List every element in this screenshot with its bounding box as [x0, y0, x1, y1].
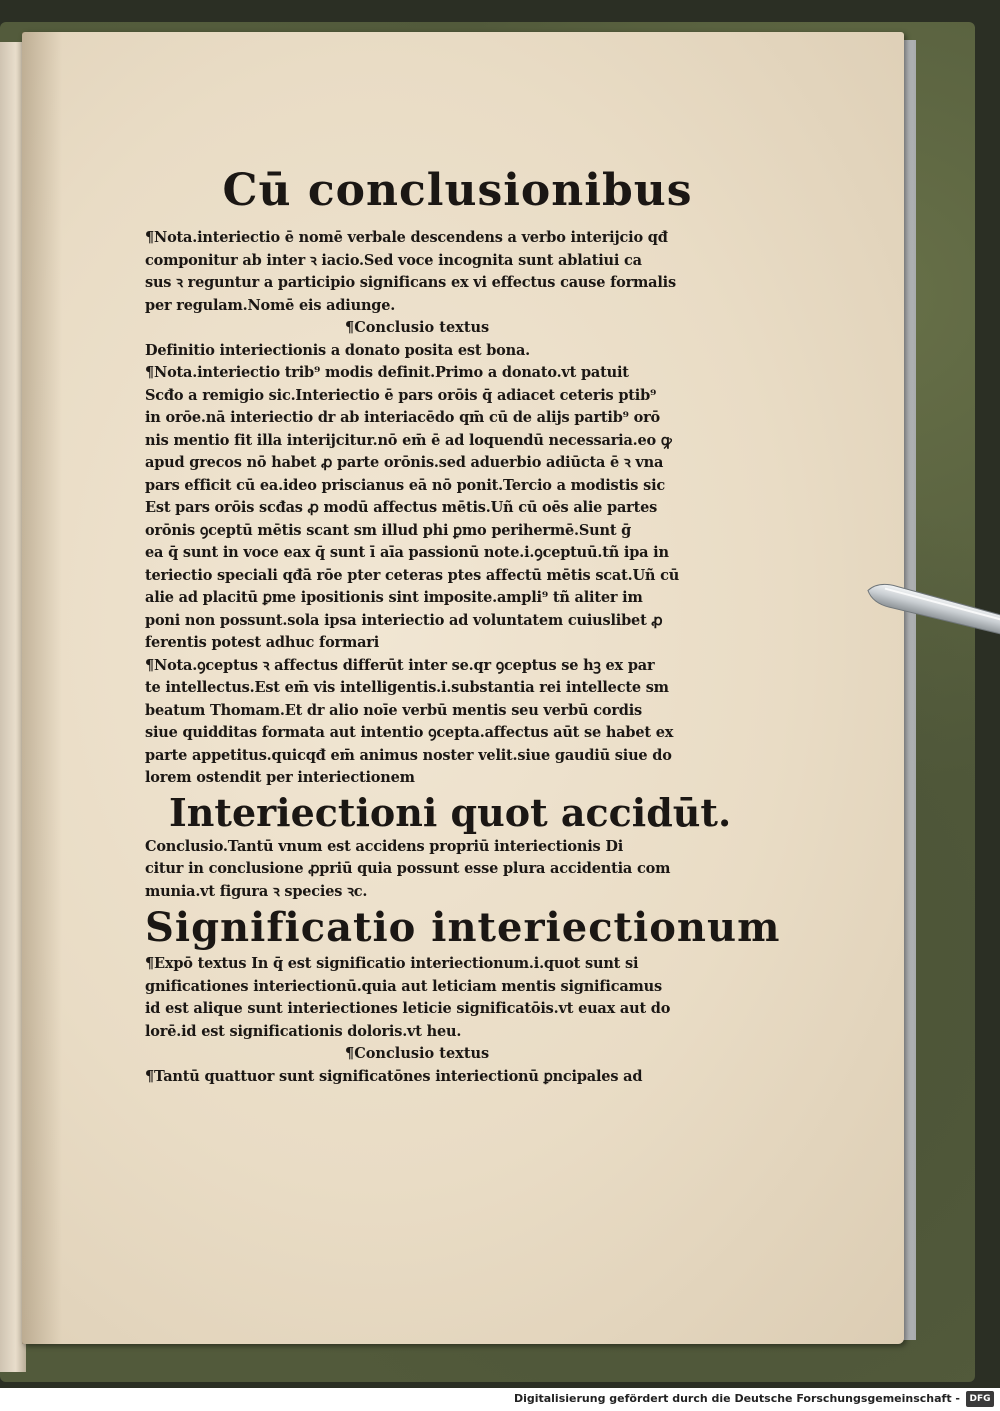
- conclusio-textus-label: ¶Conclusio textus: [345, 319, 490, 336]
- text-line: poni non possunt.sola ipsa interiectio ad voluntatem cuiuslibet ꝓ: [145, 611, 663, 629]
- text-line: ¶Tantū quattuor sunt significatōnes interiectionū ꝑncipales ad: [145, 1067, 643, 1085]
- heading-cum-conclusionibus: Cū conclusionibus: [222, 165, 693, 216]
- text-line: ¶Nota.interiectio trib⁹ modis definit.Primo a donato.vt patuit: [145, 364, 629, 381]
- text-line: apud grecos nō habet ꝓ parte orōnis.sed aduerbio adiūcta ē ꝛ vna: [145, 454, 664, 471]
- text-line: componitur ab inter ꝛ iacio.Sed voce incognita sunt ablatiui ca: [145, 251, 642, 269]
- funding-notice: Digitalisierung gefördert durch die Deutsche Forschungsgemeinschaft -: [513, 1392, 960, 1405]
- text-line: ¶Expō textus In q̄ est significatio interiectionum.i.quot sunt si: [145, 955, 639, 972]
- text-line: teriectio speciali qđā rōe pter ceteras ptes affectū mētis scat.Uñ cū: [145, 566, 680, 584]
- text-line: Definitio interiectionis a donato posita est bona.: [145, 341, 530, 359]
- page-gutter-shadow: [22, 32, 62, 1344]
- heading-quot-accidunt: Interiectioni quot accidūt.: [169, 789, 732, 835]
- paragraph-conclusio: [145, 836, 730, 904]
- paragraph-nota-conceptus: [145, 655, 730, 790]
- text-line: parte appetitus.quicqđ em̄ animus noster velit.siue gaudiū siue do: [145, 746, 672, 764]
- footer-bar: [0, 1388, 1000, 1411]
- text-line: ¶Nota.ꝯceptus ꝛ affectus differūt inter se.qr ꝯceptus se hꝫ ex par: [145, 656, 655, 674]
- text-line: ¶Nota.interiectio ē nomē verbale descendens a verbo interijcio qđ: [145, 229, 668, 246]
- paragraph-tantum: [145, 1066, 730, 1089]
- text-line: siue quidditas formata aut intentio ꝯcepta.affectus aūt se habet ex: [145, 724, 674, 741]
- text-line: id est alique sunt interiectiones leticie significatōis.vt euax aut do: [145, 1000, 671, 1017]
- text-line: Conclusio.Tantū vnum est accidens propriū interiectionis Di: [145, 837, 624, 855]
- conclusio-textus-label-2: ¶Conclusio textus: [345, 1045, 490, 1062]
- text-line: te intellectus.Est em̄ vis intelligentis.i.substantia rei intellecte sm: [145, 679, 669, 696]
- heading-significatio: Significatio interiectionum: [145, 904, 781, 951]
- text-line: lorē.id est significationis doloris.vt heu.: [145, 1022, 462, 1040]
- paragraph-nota-1: [145, 227, 730, 317]
- text-line: alie ad placitū ꝑme ipositionis sint imposite.ampli⁹ tñ aliter im: [145, 589, 643, 606]
- text-line: per regulam.Nomē eis adiunge.: [145, 296, 396, 314]
- paragraph-definitio: [145, 340, 730, 655]
- text-line: sus ꝛ reguntur a participio significans ex vi effectus cause formalis: [145, 274, 676, 291]
- text-line: munia.vt figura ꝛ species ꝛc.: [145, 882, 368, 900]
- text-line: ea q̄ sunt in voce eax q̄ sunt ī aīa passionū note.i.ꝯceptuū.tñ ipa in: [145, 544, 669, 561]
- text-line: in orōe.nā interiectio dr ab interiacēdo qm̄ cū de alijs partib⁹ orō: [145, 409, 661, 426]
- text-line: gnificationes interiectionū.quia aut leticiam mentis significamus: [145, 977, 662, 995]
- paragraph-expo-textus: [145, 953, 730, 1043]
- text-line: nis mentio fit illa interijcitur.nō em̄ ē ad loquendū necessaria.eo ꝙ: [145, 431, 672, 449]
- dfg-logo: DFG: [966, 1391, 994, 1407]
- text-line: ferentis potest adhuc formari: [145, 634, 380, 651]
- text-line: Est pars orōis scđas ꝓ modū affectus mētis.Uñ cū oēs alie partes: [145, 499, 658, 516]
- text-line: lorem ostendit per interiectionem: [145, 769, 415, 786]
- text-line: citur in conclusione ꝓpriū quia possunt esse plura accidentia com: [145, 860, 671, 877]
- page-text: [145, 165, 781, 1088]
- text-line: beatum Thomam.Et dr alio noīe verbū mentis seu verbū cordis: [145, 701, 642, 719]
- text-line: Scđo a remigio sic.Interiectio ē pars orōis q̄ adiacet ceteris ptib⁹: [145, 386, 657, 404]
- text-line: orōnis ꝯceptū mētis scant sm illud phi ꝑmo perihermē.Sunt ḡ: [145, 521, 632, 539]
- text-line: pars efficit cū ea.ideo priscianus eā nō ponit.Tercio a modistis sic: [145, 476, 666, 494]
